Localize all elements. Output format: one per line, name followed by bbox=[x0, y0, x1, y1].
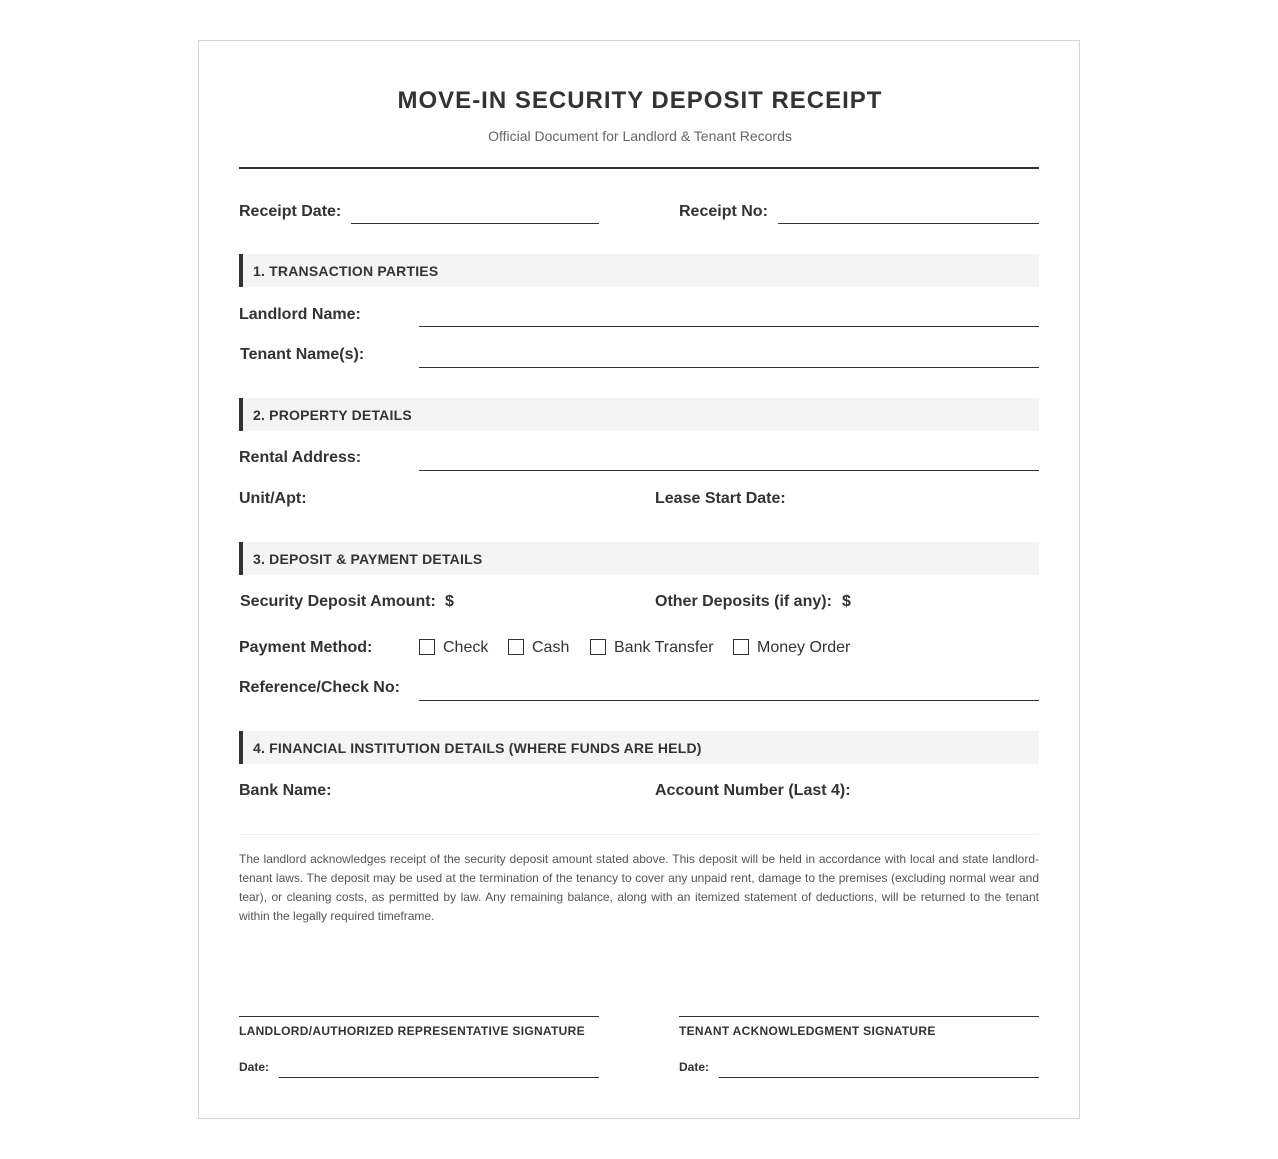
section-heading: 2. PROPERTY DETAILS bbox=[253, 407, 412, 423]
money-order-checkbox[interactable] bbox=[733, 639, 749, 655]
reference-check-no-field[interactable] bbox=[419, 700, 1039, 701]
section-heading: 4. FINANCIAL INSTITUTION DETAILS (WHERE FUNDS ARE HELD) bbox=[253, 740, 702, 756]
cash-option-label: Cash bbox=[532, 639, 570, 656]
receipt-date-field[interactable] bbox=[351, 223, 599, 224]
tenant-names-field[interactable] bbox=[419, 367, 1039, 368]
landlord-date-field[interactable] bbox=[279, 1077, 599, 1078]
receipt-date-label: Receipt Date: bbox=[239, 203, 342, 220]
tenant-names-label: Tenant Name(s): bbox=[240, 346, 365, 363]
section-financial-institution bbox=[239, 731, 1039, 764]
landlord-name-field[interactable] bbox=[419, 326, 1039, 327]
acknowledgment-paragraph: The landlord acknowledges receipt of the security deposit amount stated above. This deposit will be held in accordance with local and state landlord-tenant laws. The deposit may be used at the termination of the tenancy to cover any unpaid rent, damage to the premises (excluding normal wear and tear), or cleaning costs, as permitted by law. Any remaining balance, along with an itemized statement of deductions, will be returned to the tenant within the legally required timeframe. bbox=[239, 852, 1039, 923]
check-option-label: Check bbox=[443, 639, 489, 656]
landlord-name-label: Landlord Name: bbox=[239, 306, 361, 323]
tenant-date-label: Date: bbox=[679, 1060, 710, 1074]
receipt-no-label: Receipt No: bbox=[679, 203, 768, 220]
rental-address-label: Rental Address: bbox=[239, 449, 362, 466]
tenant-signature-caption: TENANT ACKNOWLEDGMENT SIGNATURE bbox=[679, 1024, 936, 1038]
bank-transfer-checkbox[interactable] bbox=[590, 639, 606, 655]
section-deposit-payment bbox=[239, 542, 1039, 575]
bank-name-label: Bank Name: bbox=[239, 782, 332, 799]
section-property-details bbox=[239, 398, 1039, 431]
other-deposits-currency: $ bbox=[842, 593, 851, 610]
tenant-signature-line[interactable] bbox=[679, 1016, 1039, 1017]
money-order-option-label: Money Order bbox=[757, 639, 851, 656]
other-deposits-label: Other Deposits (if any): bbox=[655, 593, 832, 610]
acknowledgment-divider bbox=[239, 834, 1039, 835]
security-deposit-currency: $ bbox=[445, 593, 454, 610]
rental-address-field[interactable] bbox=[419, 470, 1039, 471]
landlord-date-label: Date: bbox=[239, 1060, 270, 1074]
lease-start-date-label: Lease Start Date: bbox=[655, 490, 786, 507]
section-transaction-parties bbox=[239, 254, 1039, 287]
unit-apt-label: Unit/Apt: bbox=[239, 490, 307, 507]
landlord-signature-caption: LANDLORD/AUTHORIZED REPRESENTATIVE SIGNATURE bbox=[239, 1024, 585, 1038]
title-divider bbox=[239, 167, 1039, 169]
reference-check-no-label: Reference/Check No: bbox=[239, 679, 400, 696]
bank-transfer-option-label: Bank Transfer bbox=[614, 639, 714, 656]
receipt-no-field[interactable] bbox=[778, 223, 1039, 224]
document-subtitle: Official Document for Landlord & Tenant Records bbox=[488, 128, 792, 144]
document-title: MOVE-IN SECURITY DEPOSIT RECEIPT bbox=[397, 87, 883, 114]
account-number-label: Account Number (Last 4): bbox=[655, 782, 851, 799]
cash-checkbox[interactable] bbox=[508, 639, 524, 655]
check-checkbox[interactable] bbox=[419, 639, 435, 655]
section-heading: 3. DEPOSIT & PAYMENT DETAILS bbox=[253, 551, 483, 567]
landlord-signature-line[interactable] bbox=[239, 1016, 599, 1017]
section-heading: 1. TRANSACTION PARTIES bbox=[253, 263, 439, 279]
tenant-date-field[interactable] bbox=[719, 1077, 1039, 1078]
security-deposit-label: Security Deposit Amount: bbox=[240, 593, 436, 610]
receipt-page bbox=[198, 40, 1080, 1119]
payment-method-label: Payment Method: bbox=[239, 639, 373, 656]
